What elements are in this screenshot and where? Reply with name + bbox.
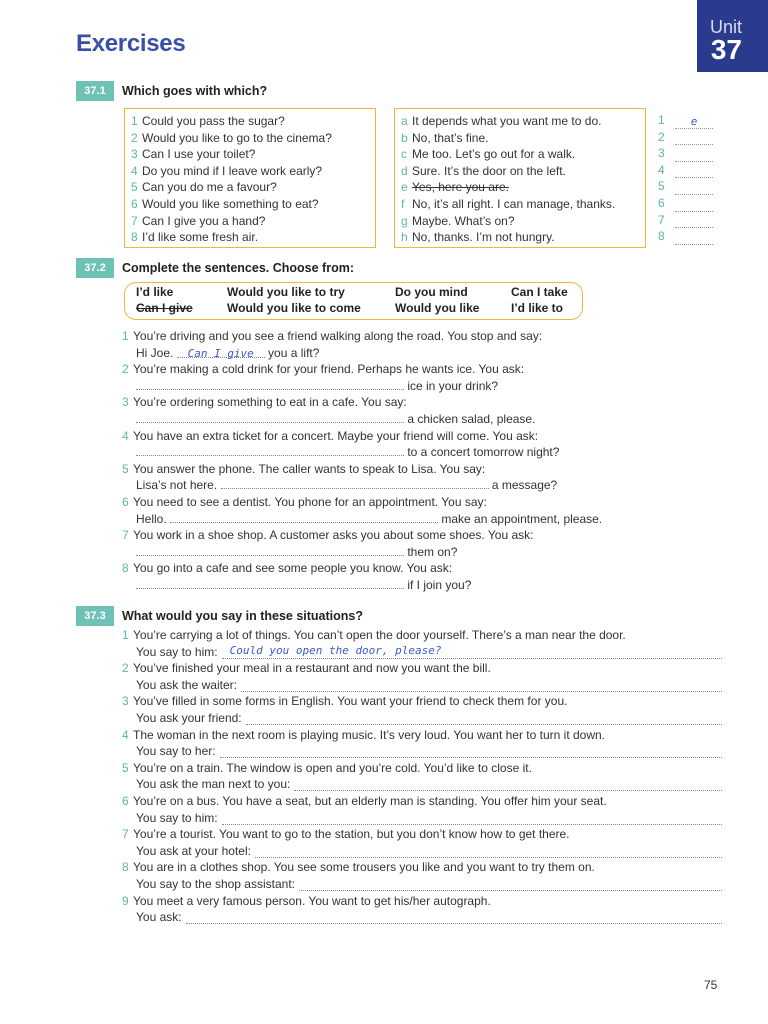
sentence-prompt	[122, 461, 722, 478]
sentence-end: make an appointment, please.	[441, 511, 603, 526]
item-number: 6	[122, 793, 129, 808]
situation-description: You’re on a bus. You have a seat, but an elderly man is standing. You offer him your seat.	[133, 793, 607, 808]
prompt-text: You’re driving and you see a friend walking along the road. You stop and say:	[133, 329, 543, 343]
question-text: Can I use your toilet?	[142, 147, 256, 162]
response-prompt: You say to him:	[136, 810, 218, 825]
sentence-end: you a lift?	[268, 345, 320, 360]
item-number: 1	[131, 114, 138, 128]
answer-blank[interactable]	[186, 909, 722, 924]
response-row	[401, 146, 639, 163]
answer-blank[interactable]	[675, 215, 713, 228]
prompt-text: You need to see a dentist. You phone for an appointment. You say:	[133, 494, 487, 509]
response-text: Maybe. What’s on?	[412, 213, 515, 228]
item-number: 7	[658, 212, 665, 227]
item-number: 2	[131, 130, 138, 145]
response-row	[401, 163, 639, 180]
exercise-header-37-1	[76, 81, 267, 101]
situation-description: You’re a tourist. You want to go to the station, but you don’t know how to get there.	[133, 827, 570, 842]
item-number: 1	[122, 628, 129, 642]
prompt-text: You work in a shoe shop. A customer asks you about some shoes. You ask:	[133, 528, 534, 543]
sentence-completion	[122, 378, 722, 395]
sentence-end: them on?	[407, 544, 458, 559]
unit-label: Unit	[709, 17, 742, 37]
prompt-text: You answer the phone. The caller wants to speak to Lisa. You say:	[133, 461, 486, 476]
question-row	[131, 196, 369, 213]
question-text: Would you like to go to the cinema?	[142, 130, 332, 145]
question-row	[131, 146, 369, 163]
situation-description: You are in a clothes shop. You see some trousers you like and you want to try them on.	[133, 860, 595, 875]
situation-text	[122, 826, 722, 843]
prompt-text: You go into a cafe and see some people you know. You ask:	[133, 561, 453, 576]
item-number: 2	[658, 129, 665, 144]
answer-row	[658, 162, 718, 179]
answer-row	[658, 228, 718, 245]
response-text: Yes, here you are.	[412, 180, 509, 195]
response-prompt: You ask at your hotel:	[136, 843, 251, 858]
situation-response	[122, 710, 722, 727]
sentence-completion	[122, 477, 722, 494]
choice-item: Would you like to try	[227, 285, 345, 299]
situation-text	[122, 693, 722, 710]
item-letter: h	[401, 230, 408, 245]
answer-row	[658, 195, 718, 212]
sentence-end: a chicken salad, please.	[407, 411, 536, 426]
item-number: 8	[122, 561, 129, 576]
choice-item: Can I take	[511, 285, 568, 299]
situation-text	[122, 893, 722, 910]
prompt-text: You’re making a cold drink for your friend. Perhaps he wants ice. You ask:	[133, 362, 525, 377]
item-number: 3	[131, 147, 138, 162]
situation-description: You’re on a train. The window is open and you’re cold. You’d like to close it.	[133, 760, 532, 775]
question-row	[131, 229, 369, 246]
response-prompt: You ask your friend:	[136, 710, 242, 725]
response-row	[401, 130, 639, 147]
answer-blank[interactable]	[675, 132, 713, 145]
exercise-title: Complete the sentences. Choose from:	[122, 261, 354, 275]
item-number: 5	[658, 179, 665, 194]
answer-blank[interactable]	[136, 544, 404, 556]
answer-blank[interactable]	[294, 776, 722, 791]
item-number: 1	[122, 329, 129, 343]
prompt-text: You have an extra ticket for a concert. Maybe your friend will come. You ask:	[133, 428, 539, 443]
question-text: Can I give you a hand?	[142, 213, 266, 228]
item-number: 6	[122, 494, 129, 509]
exercise-title: What would you say in these situations?	[122, 609, 363, 623]
exercise-header-37-3	[76, 606, 363, 626]
exercise-title: Which goes with which?	[122, 84, 268, 98]
answer-blank[interactable]	[221, 477, 489, 489]
sentence-completion	[122, 511, 722, 528]
sentence-completion	[122, 577, 722, 594]
answer-blank[interactable]	[136, 411, 404, 423]
choice-item: Would you like to come	[227, 301, 361, 315]
response-text: It depends what you want me to do.	[412, 114, 602, 128]
responses-box	[394, 108, 646, 248]
item-number: 3	[122, 694, 129, 709]
exercise-37-2-items	[122, 328, 722, 594]
item-letter: b	[401, 130, 408, 145]
sentence-completion	[122, 411, 722, 428]
answer-blank[interactable]	[675, 165, 713, 178]
situation-description: You’ve finished your meal in a restaurant and now you want the bill.	[133, 661, 491, 676]
situation-response	[122, 743, 722, 760]
situation-text	[122, 627, 722, 644]
sentence-completion	[122, 444, 722, 461]
response-text: No, it’s all right. I can manage, thanks.	[412, 196, 616, 211]
situation-description: You’re carrying a lot of things. You can’t open the door yourself. There’s a man near the door.	[133, 628, 626, 642]
situation-text	[122, 859, 722, 876]
response-row	[401, 196, 639, 213]
item-number: 3	[122, 395, 129, 410]
item-number: 6	[131, 196, 138, 211]
item-number: 4	[122, 428, 129, 443]
answer-row	[658, 112, 718, 129]
item-letter: g	[401, 213, 408, 228]
page-number: 75	[704, 978, 718, 992]
answer-blank[interactable]: e	[675, 116, 713, 129]
situation-response	[122, 909, 722, 926]
question-text: Can you do me a favour?	[142, 180, 277, 195]
choice-item: Would you like	[395, 301, 480, 315]
exercise-number: 37.1	[76, 81, 114, 101]
exercise-37-3-items	[122, 627, 722, 926]
exercise-header-37-2	[76, 258, 354, 278]
answer-blank[interactable]	[220, 743, 722, 758]
item-number: 8	[122, 860, 129, 875]
situation-response	[122, 876, 722, 893]
unit-tab	[697, 0, 768, 72]
item-number: 3	[658, 146, 665, 161]
response-text: No, that’s fine.	[412, 130, 489, 145]
item-number: 2	[122, 661, 129, 676]
answer-blank[interactable]	[170, 511, 438, 523]
choice-item: I’d like to	[511, 301, 564, 315]
item-number: 5	[122, 760, 129, 775]
choice-item-used: Can I give	[136, 301, 193, 315]
answer-blank[interactable]	[299, 876, 722, 891]
response-prompt: You say to her:	[136, 744, 216, 759]
situation-response	[122, 644, 722, 661]
answer-row	[658, 212, 718, 229]
sentence-prompt	[122, 560, 722, 577]
sentence-start: Lisa’s not here.	[136, 478, 218, 493]
response-row	[401, 113, 639, 130]
situation-response	[122, 677, 722, 694]
answer-blank[interactable]: Could you open the door, please?	[222, 644, 722, 659]
situation-response	[122, 843, 722, 860]
situation-text	[122, 660, 722, 677]
sentence-prompt	[122, 494, 722, 511]
answer-column	[658, 112, 718, 245]
sentence-prompt	[122, 328, 722, 345]
answer-blank[interactable]	[675, 182, 713, 195]
sentence-completion	[122, 345, 722, 362]
answer-blank[interactable]	[675, 149, 713, 162]
question-row	[131, 163, 369, 180]
exercise-number: 37.2	[76, 258, 114, 278]
item-number: 7	[122, 528, 129, 543]
sentence-prompt	[122, 361, 722, 378]
situation-text	[122, 760, 722, 777]
response-text: Sure. It’s the door on the left.	[412, 163, 566, 178]
question-text: I’d like some fresh air.	[142, 230, 259, 245]
answer-blank[interactable]	[675, 199, 713, 212]
item-number: 7	[122, 827, 129, 842]
item-letter: a	[401, 114, 408, 128]
questions-box	[124, 108, 376, 248]
choice-item: I’d like	[136, 285, 174, 299]
item-number: 2	[122, 362, 129, 377]
response-row	[401, 179, 639, 196]
response-prompt: You ask the waiter:	[136, 677, 237, 692]
response-prompt: You say to him:	[136, 644, 218, 659]
sentence-prompt	[122, 428, 722, 445]
item-number: 6	[658, 195, 665, 210]
unit-number: 37	[710, 34, 742, 65]
exercise-number: 37.3	[76, 606, 114, 626]
question-row	[131, 130, 369, 147]
answer-blank[interactable]	[136, 378, 404, 390]
question-text: Could you pass the sugar?	[142, 114, 285, 128]
answer-blank[interactable]	[222, 810, 722, 825]
answer-row	[658, 178, 718, 195]
item-number: 5	[131, 180, 138, 195]
question-row	[131, 113, 369, 130]
answer-blank[interactable]	[241, 677, 722, 692]
situation-response	[122, 810, 722, 827]
sentence-end: a message?	[491, 478, 558, 493]
answer-blank[interactable]	[136, 577, 404, 589]
sentence-prompt	[122, 527, 722, 544]
page-title: Exercises	[76, 30, 186, 57]
item-letter: e	[401, 180, 408, 195]
item-letter: f	[401, 196, 405, 211]
item-number: 4	[658, 162, 665, 177]
choices-box	[124, 282, 583, 320]
answer-blank[interactable]	[675, 232, 713, 245]
situation-description: You’ve filled in some forms in English. You want your friend to check them for you.	[133, 694, 568, 709]
sentence-end: if I join you?	[407, 577, 472, 592]
item-number: 8	[658, 229, 665, 244]
answer-blank[interactable]	[255, 843, 722, 858]
question-row	[131, 179, 369, 196]
situation-text	[122, 793, 722, 810]
answer-blank[interactable]	[136, 444, 404, 456]
answer-row	[658, 145, 718, 162]
response-prompt: You say to the shop assistant:	[136, 876, 295, 891]
item-number: 4	[122, 727, 129, 742]
item-number: 1	[658, 113, 665, 127]
answer-blank[interactable]: Can I give	[177, 346, 265, 358]
item-letter: c	[401, 147, 407, 162]
sentence-completion	[122, 544, 722, 561]
situation-description: You meet a very famous person. You want to get his/her autograph.	[133, 893, 491, 908]
situation-description: The woman in the next room is playing music. It’s very loud. You want her to turn it down.	[133, 727, 606, 742]
item-number: 9	[122, 893, 129, 908]
response-row	[401, 229, 639, 246]
situation-response	[122, 776, 722, 793]
prompt-text: You’re ordering something to eat in a cafe. You say:	[133, 395, 407, 410]
choice-item: Do you mind	[395, 285, 468, 299]
response-row	[401, 213, 639, 230]
sentence-prompt	[122, 394, 722, 411]
answer-blank[interactable]	[246, 710, 722, 725]
item-number: 8	[131, 230, 138, 245]
response-prompt: You ask:	[136, 910, 182, 925]
sentence-end: ice in your drink?	[407, 378, 499, 393]
item-number: 7	[131, 213, 138, 228]
item-letter: d	[401, 163, 408, 178]
item-number: 4	[131, 163, 138, 178]
question-row	[131, 213, 369, 230]
sentence-start: Hi Joe.	[136, 345, 174, 360]
question-text: Do you mind if I leave work early?	[142, 163, 323, 178]
sentence-end: to a concert tomorrow night?	[407, 445, 560, 460]
situation-text	[122, 727, 722, 744]
sentence-start: Hello.	[136, 511, 167, 526]
question-text: Would you like something to eat?	[142, 196, 319, 211]
response-text: Me too. Let’s go out for a walk.	[412, 147, 576, 162]
response-prompt: You ask the man next to you:	[136, 777, 291, 792]
item-number: 5	[122, 461, 129, 476]
response-text: No, thanks. I’m not hungry.	[412, 230, 555, 245]
answer-row	[658, 129, 718, 146]
